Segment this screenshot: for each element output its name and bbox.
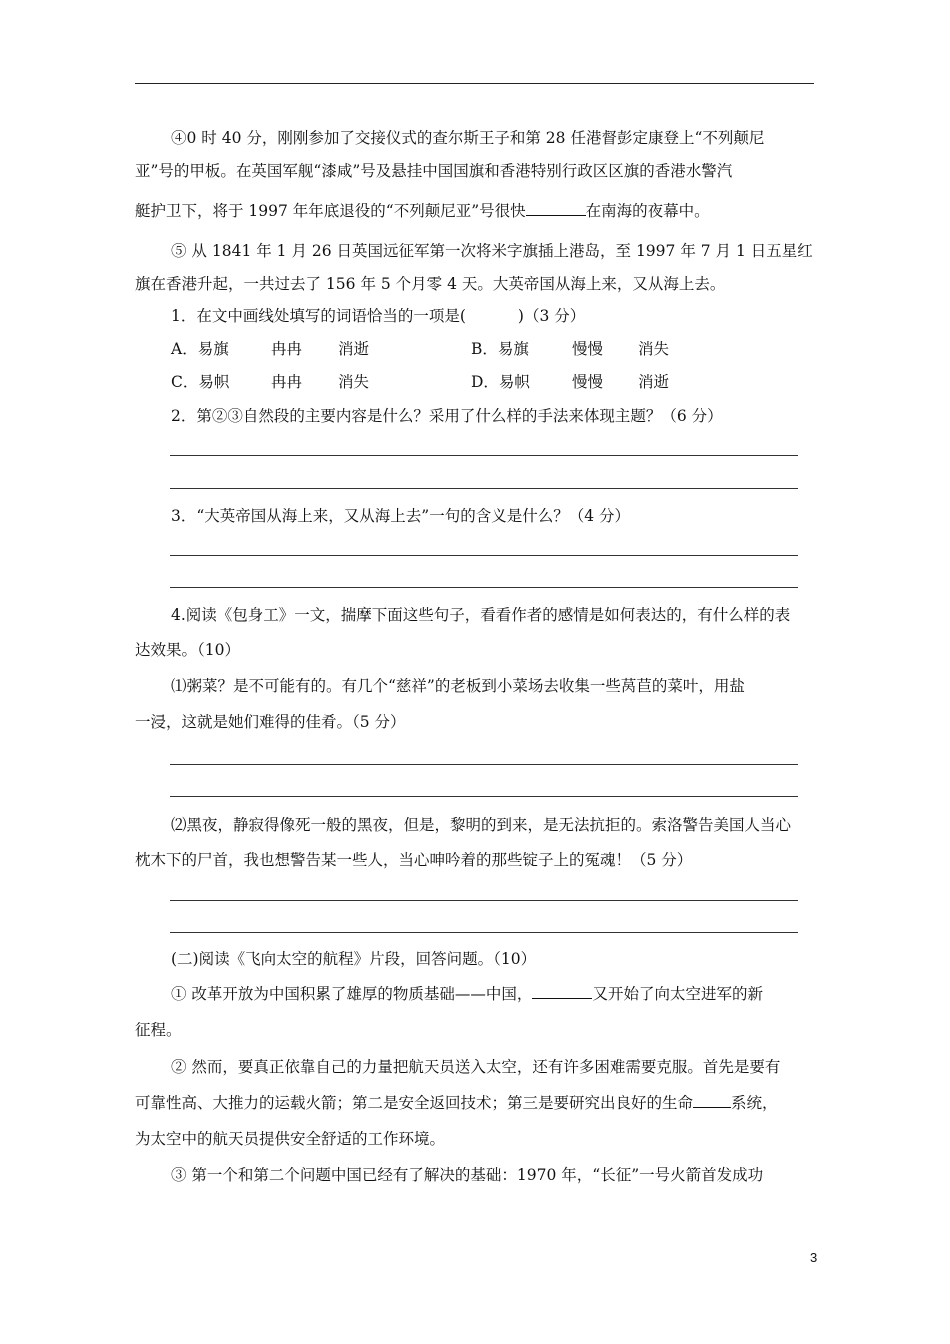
fill-in-blank[interactable]	[526, 201, 586, 216]
answer-line[interactable]	[170, 796, 798, 797]
fill-in-blank[interactable]	[693, 1093, 731, 1108]
option-a[interactable]	[171, 338, 229, 360]
answer-line[interactable]	[170, 488, 798, 489]
option-a-word-3: 消逝	[338, 340, 370, 358]
section-2-paragraph-2-line-1: ② 然而，要真正依靠自己的力量把航天员送入太空，还有许多困难需要克服。首先是要有	[171, 1058, 781, 1076]
section-2-p1-after-blank: 又开始了向太空进军的新	[592, 985, 763, 1003]
section-2-paragraph-1-line-2: 征程。	[135, 1021, 182, 1039]
paragraph-4-text-before-blank: 艇护卫下，将于 1997 年年底退役的“不列颠尼亚”号很快	[135, 202, 526, 220]
option-a-word-1: A．易旗	[171, 340, 229, 358]
fill-in-blank[interactable]	[532, 984, 592, 999]
paragraph-4-line-2: 亚”号的甲板。在英国军舰“漆咸”号及悬挂中国国旗和香港特别行政区区旗的香港水警汽	[135, 162, 733, 180]
question-1-stem-after: )（3 分）	[517, 307, 586, 325]
option-c-word-2: 冉冉	[271, 373, 303, 391]
question-1-stem-before: 1．在文中画线处填写的词语恰当的一项是(	[171, 307, 466, 325]
section-2-paragraph-2-line-2	[135, 1092, 815, 1114]
section-2-p2-before-blank: 可靠性高、大推力的运载火箭；第二是安全返回技术；第三是要研究出良好的生命	[135, 1094, 694, 1112]
option-b[interactable]	[471, 338, 529, 360]
answer-line[interactable]	[170, 764, 798, 765]
section-2-paragraph-3-line-1: ③ 第一个和第二个问题中国已经有了解决的基础：1970 年，“长征”一号火箭首发成功	[171, 1166, 764, 1184]
option-d[interactable]	[471, 371, 530, 393]
option-a-word-2: 冉冉	[271, 340, 303, 358]
section-2-p2-after-blank: 系统，	[731, 1094, 778, 1112]
section-2-paragraph-1-line-1	[135, 983, 851, 1005]
paragraph-5-line-2: 旗在香港升起，一共过去了 156 年 5 个月零 4 天。大英帝国从海上来，又从海上去。	[135, 275, 726, 293]
option-c[interactable]	[171, 371, 229, 393]
question-4-1-line-1: ⑴粥菜？是不可能有的。有几个“慈祥”的老板到小菜场去收集一些莴苣的菜叶，用盐	[171, 677, 745, 695]
answer-line[interactable]	[170, 455, 798, 456]
section-2-heading: (二)阅读《飞向太空的航程》片段，回答问题。（10）	[171, 950, 537, 968]
paragraph-4-line-1: ④0 时 40 分，刚刚参加了交接仪式的查尔斯王子和第 28 任港督彭定康登上“不列颠尼	[171, 129, 765, 147]
option-d-word-1: D．易帜	[471, 373, 530, 391]
option-d-word-2: 慢慢	[572, 373, 604, 391]
answer-line[interactable]	[170, 900, 798, 901]
paragraph-4-text-after-blank: 在南海的夜幕中。	[585, 202, 710, 220]
question-3: 3．“大英帝国从海上来，又从海上去”一句的含义是什么？（4 分）	[171, 507, 631, 525]
paragraph-5-line-1: ⑤ 从 1841 年 1 月 26 日英国远征军第一次将米字旗插上港岛，至 1997 年 7 月 1 日五星红	[171, 242, 813, 260]
header-rule	[135, 83, 814, 84]
section-2-p1-before-blank: ① 改革开放为中国积累了雄厚的物质基础——中国，	[171, 985, 533, 1003]
option-c-word-1: C．易帜	[171, 373, 230, 391]
section-2-paragraph-2-line-3: 为太空中的航天员提供安全舒适的工作环境。	[135, 1130, 446, 1148]
option-b-word-2: 慢慢	[572, 340, 604, 358]
question-4-2-line-1: ⑵黑夜，静寂得像死一般的黑夜，但是，黎明的到来，是无法抗拒的。索洛警告美国人当心	[171, 816, 792, 834]
answer-line[interactable]	[170, 932, 798, 933]
question-4-1-line-2: 一浸，这就是她们难得的佳肴。（5 分）	[135, 713, 406, 731]
page-number: 3	[810, 1250, 818, 1265]
answer-line[interactable]	[170, 555, 798, 556]
answer-line[interactable]	[170, 587, 798, 588]
question-4-line-1: 4.阅读《包身工》一文，揣摩下面这些句子，看看作者的感情是如何表达的，有什么样的表	[171, 606, 791, 624]
paragraph-4-line-3	[135, 200, 815, 222]
question-1-stem	[135, 305, 851, 327]
question-2: 2．第②③自然段的主要内容是什么？采用了什么样的手法来体现主题？（6 分）	[171, 407, 723, 425]
option-c-word-3: 消失	[338, 373, 370, 391]
option-b-word-3: 消失	[638, 340, 670, 358]
question-4-line-2: 达效果。（10）	[135, 641, 240, 659]
option-d-word-3: 消逝	[638, 373, 670, 391]
option-b-word-1: B．易旗	[471, 340, 529, 358]
question-4-2-line-2: 枕木下的尸首，我也想警告某一些人，当心呻吟着的那些锭子上的冤魂！（5 分）	[135, 851, 693, 869]
